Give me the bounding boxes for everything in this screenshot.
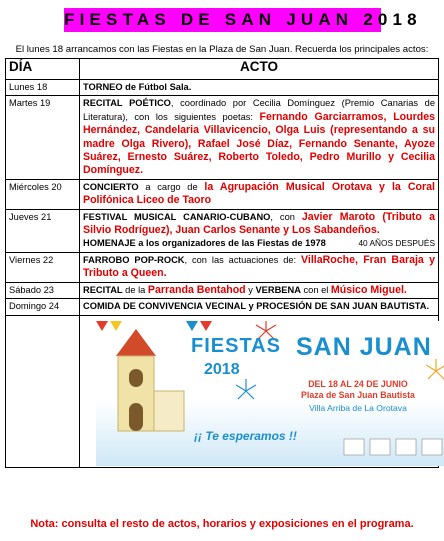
act-text: y [245, 284, 256, 295]
act-title: COMIDA DE CONVIVENCIA VECINAL y PROCESIÓN DE SAN JUAN BAUTISTA. [83, 301, 430, 312]
day-cell [6, 315, 80, 467]
fireworks-icon [426, 359, 444, 379]
act-title: TORNEO de Fútbol Sala. [83, 82, 192, 92]
church-wall [154, 391, 184, 431]
table-row [6, 315, 439, 467]
act-cell [80, 282, 439, 298]
table-header-row [6, 59, 439, 80]
act-performers: VillaRoche, Fran Baraja y Tributo a Queen. [83, 253, 435, 280]
table-row [6, 80, 439, 96]
act-title: VERBENA [255, 284, 301, 295]
page-title: FIESTAS DE SAN JUAN 2018 [64, 8, 381, 32]
act-cell [80, 252, 439, 282]
act-performers: la Agrupación Musical Orotava y la Coral Polifónica Liceo de Taoro [83, 180, 435, 207]
act-text: a cargo de [138, 181, 205, 192]
act-performers: Javier Maroto (Tributo a Silvio Rodríguez), Juan Carlos Senante y Los Sabandeños. [83, 210, 435, 237]
poster-fiestas: FIESTAS [191, 334, 281, 357]
day-cell: Martes 19 [6, 96, 80, 179]
poster-dates [298, 379, 418, 401]
act-performers: Fernando Garciarramos, Lourdes Hernández, Candelaria Villavicencio, Olga Luis (representando a su madre Olga Rivero), Rafael José Díaz, Fernando Senante, Ayoze Suárez, Ernesto Suárez, Roberto Toledo, Pedro Murillo y Cecilia Domínguez. [83, 110, 435, 177]
act-cell [80, 96, 439, 179]
day-cell: Miércoles 20 [6, 179, 80, 209]
church-door [129, 403, 143, 431]
footer-note: Nota: consulta el resto de actos, horarios y exposiciones en el programa. [30, 518, 414, 530]
day-cell: Sábado 23 [6, 282, 80, 298]
poster-place: Villa Arriba de La Orotava [309, 402, 407, 413]
table-row [6, 179, 439, 209]
column-header-act: ACTO [80, 59, 439, 80]
poster-slogan: ¡¡ Te esperamos !! [194, 428, 297, 443]
act-title: RECITAL [83, 284, 123, 295]
act-note: 40 AÑOS DESPUÉS [358, 238, 435, 249]
act-homage: HOMENAJE a los organizadores de las Fiestas de 1978 [83, 238, 326, 249]
poster-year: 2018 [204, 360, 240, 378]
church-roof [116, 329, 156, 356]
act-cell [80, 299, 439, 315]
act-text: , con [270, 211, 302, 222]
poster-san-juan: SAN JUAN [296, 332, 432, 361]
poster-dates-line1: DEL 18 AL 24 DE JUNIO [308, 378, 408, 389]
poster-dates-line2: Plaza de San Juan Bautista [301, 389, 415, 400]
table-row [6, 96, 439, 179]
day-cell: Lunes 18 [6, 80, 80, 96]
column-header-day: DÍA [6, 59, 80, 80]
day-cell: Domingo 24 [6, 299, 80, 315]
table-row [6, 299, 439, 315]
poster-cell [80, 315, 439, 467]
act-title: CONCIERTO [83, 181, 139, 192]
act-text: con el [300, 284, 331, 295]
sponsor-logos [344, 439, 442, 455]
act-title: RECITAL POÉTICO [83, 98, 171, 109]
festival-poster [96, 321, 444, 466]
table-row [6, 252, 439, 282]
act-cell [80, 179, 439, 209]
table-row [6, 282, 439, 298]
fireworks-icon [236, 379, 256, 399]
bunting-decoration [96, 321, 212, 331]
act-title: FARROBO POP-ROCK [83, 254, 185, 265]
act-performers: Músico Miguel. [330, 283, 407, 296]
act-cell [80, 80, 439, 96]
church-window [129, 369, 143, 387]
act-title: FESTIVAL MUSICAL CANARIO-CUBANO [83, 211, 271, 222]
act-performers: Parranda Bentahod [147, 283, 246, 296]
intro-text: El lunes 18 arrancamos con las Fiestas en la Plaza de San Juan. Recuerda los principales actos: [15, 44, 429, 55]
act-text: , con las actuaciones de: [184, 254, 302, 265]
act-text: de la [122, 284, 148, 295]
table-row [6, 209, 439, 252]
events-table [5, 58, 439, 468]
act-text: , coordinado por Cecilia Domínguez (Premio Canarias de Literatura), con los siguientes poetas: [83, 98, 435, 122]
day-cell: Jueves 21 [6, 209, 80, 252]
day-cell: Viernes 22 [6, 252, 80, 282]
act-cell [80, 209, 439, 252]
